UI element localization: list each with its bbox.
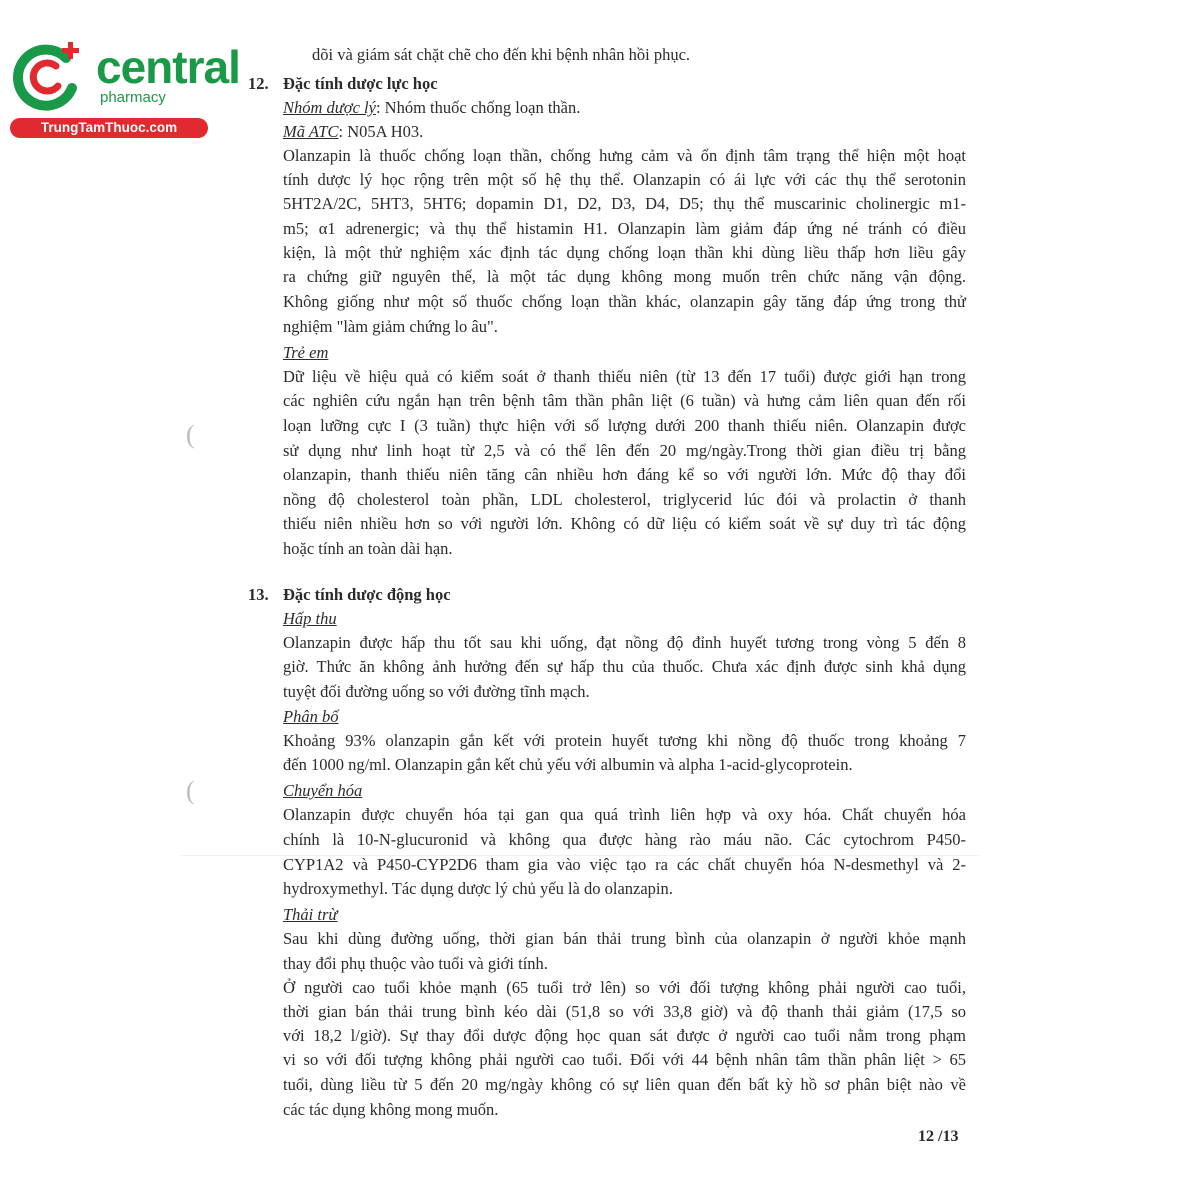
pharmacologic-group: [283, 97, 580, 119]
paragraph-line: Ở người cao tuổi khỏe mạnh (65 tuổi trở lên) so với đối tượng không phải người cao tuổi,: [283, 978, 966, 997]
paragraph-line: giờ. Thức ăn không ảnh hưởng đến sự hấp thu của thuốc. Chưa xác định được sinh khả dụng: [283, 657, 966, 676]
paragraph-line: Olanzapin được chuyển hóa tại gan qua quá trình liên hợp và oxy hóa. Chất chuyển hóa: [283, 805, 966, 824]
paragraph-line: nghiệm "làm giảm chứng lo âu".: [283, 317, 498, 336]
paragraph-line: tuyệt đối đường uống so với đường tĩnh mạch.: [283, 682, 590, 701]
paragraph-line: thời gian bán thải trung bình kéo dài (51,8 so với 33,8 giờ) và độ thanh thải giảm (17,5 so: [283, 1002, 966, 1021]
section-12-title: Đặc tính dược lực học: [283, 74, 438, 93]
subheading-absorption: Hấp thu: [283, 609, 337, 628]
paragraph-line: 5HT2A/2C, 5HT3, 5HT6; dopamin D1, D2, D3, D4, D5; thụ thể muscarinic cholinergic m1-: [283, 194, 966, 213]
subheading-distribution: Phân bố: [283, 707, 339, 726]
paragraph-line: nồng độ cholesterol toàn phần, LDL cholesterol, triglycerid lúc đói và prolactin ở thanh: [283, 490, 966, 509]
continuation-line: dõi và giám sát chặt chẽ cho đến khi bệnh nhân hồi phục.: [312, 45, 691, 64]
paragraph-line: hydroxymethyl. Tác dụng dược lý chủ yếu là do olanzapin.: [283, 879, 673, 898]
logo-website: TrungTamThuoc.com: [10, 118, 208, 138]
paragraph-line: CYP1A2 và P450-CYP2D6 tham gia vào việc tạo ra các chất chuyển hóa N-desmethyl và 2-: [283, 855, 966, 874]
paragraph-line: Sau khi dùng đường uống, thời gian bán thải trung bình của olanzapin ở người khỏe mạnh: [283, 929, 966, 948]
section-12-number: 12.: [248, 74, 269, 93]
section-13-number: 13.: [248, 585, 269, 604]
paragraph-line: ra chứng giữ nguyên thế, là một tác dụng không mong muốn trên chức năng vận động.: [283, 267, 966, 286]
paragraph-line: các tác dụng không mong muốn.: [283, 1100, 499, 1119]
logo-name: central: [96, 41, 240, 93]
page-number: 12 /13: [918, 1128, 959, 1145]
subheading-elimination: Thải trừ: [283, 905, 338, 924]
group-value: : Nhóm thuốc chống loạn thần.: [375, 98, 581, 117]
paragraph-line: thiếu niên nhiều hơn so với người lớn. Không có dữ liệu có kiểm soát về sự duy trì tác động: [283, 514, 966, 533]
paragraph-line: hoặc tính an toàn dài hạn.: [283, 539, 453, 558]
paragraph-line: loạn lưỡng cực I (3 tuần) thực hiện với số lượng dưới 200 thanh thiếu niên. Olanzapin được: [283, 416, 966, 435]
paragraph-line: với 18,2 l/giờ). Sự thay đổi dược động học quan sát được ở người cao tuổi nằm trong phạm: [283, 1026, 966, 1045]
paragraph-line: Dữ liệu về hiệu quả có kiểm soát ở thanh thiếu niên (từ 13 đến 17 tuổi) được giới hạn trong: [283, 367, 966, 386]
punch-hole-mark: (: [186, 420, 195, 449]
logo-subtitle: pharmacy: [100, 89, 166, 106]
paragraph-line: sử dụng như linh hoạt từ 2,5 và có thể lên đến 20 mg/ngày.Trong thời gian điều trị bằng: [283, 441, 966, 460]
subheading-children: Trẻ em: [283, 343, 329, 362]
group-label: Nhóm dược lý: [283, 98, 376, 117]
paragraph-line: thay đổi phụ thuộc vào tuổi và giới tính.: [283, 954, 548, 973]
paragraph-line: vi so với đối tượng không phải người cao tuổi. Đối với 44 bệnh nhân tâm thần phân liệt > 65: [283, 1050, 966, 1069]
atc-label: Mã ATC: [283, 122, 339, 141]
paragraph-line: Olanzapin là thuốc chống loạn thần, chống hưng cảm và ổn định tâm trạng thể hiện một hoạt: [283, 146, 966, 165]
paragraph-line: tuổi, dùng liều từ 5 đến 20 mg/ngày không có sự liên quan đến bất kỳ hồ sơ phân biệt nào về: [283, 1075, 966, 1094]
paragraph-line: chính là 10-N-glucuronid và không qua được hàng rào máu não. Các cytochrom P450-: [283, 830, 966, 849]
paragraph-line: các nghiên cứu ngắn hạn trên bệnh tâm thần phân liệt (6 tuần) và hưng cảm liên quan đến rối: [283, 391, 966, 410]
paragraph-line: Khoảng 93% olanzapin gắn kết với protein huyết tương khi nồng độ thuốc trong khoảng 7: [283, 731, 966, 750]
atc-value: : N05A H03.: [338, 122, 424, 141]
paragraph-line: đến 1000 ng/ml. Olanzapin gắn kết chủ yếu với albumin và alpha 1-acid-glycoprotein.: [283, 755, 853, 774]
paragraph-line: tính dược lý học rộng trên một số hệ thụ thể. Olanzapin có ái lực với các thụ thể serotonin: [283, 170, 966, 189]
atc-code: [283, 121, 423, 143]
paragraph-line: Olanzapin được hấp thu tốt sau khi uống, đạt nồng độ đỉnh huyết tương trong vòng 5 đến 8: [283, 633, 966, 652]
paragraph-line: kiện, là một thử nghiệm xác định tác dụng chống loạn thần khi dùng liều thấp hơn liều gây: [283, 243, 966, 262]
paragraph-line: m5; α1 adrenergic; và thụ thể histamin H1. Olanzapin làm giảm đáp ứng né tránh có điều: [283, 219, 966, 238]
paragraph-line: Không giống như một số thuốc chống loạn thần khác, olanzapin gây tăng đáp ứng trong thử: [283, 292, 966, 311]
paragraph-line: olanzapin, thanh thiếu niên tăng cân nhiều hơn đáng kể so với người lớn. Mức độ thay đổi: [283, 465, 966, 484]
subheading-metabolism: Chuyển hóa: [283, 781, 363, 800]
section-13-title: Đặc tính dược động học: [283, 585, 451, 604]
punch-hole-mark: (: [186, 776, 195, 805]
